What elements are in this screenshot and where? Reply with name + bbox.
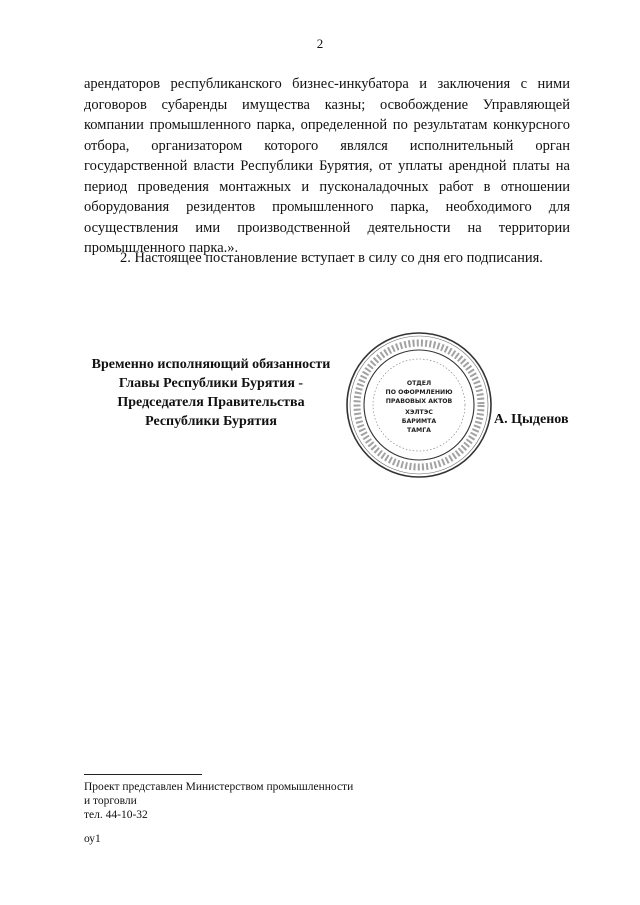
seal-text-line: ПО ОФОРМЛЕНИЮ (385, 389, 453, 396)
official-seal-icon (344, 330, 494, 480)
document-code: оу1 (84, 833, 101, 845)
seal-text-line: ТАМГА (407, 427, 431, 434)
footer-divider (84, 774, 202, 775)
footer-line-text: и торговли (84, 795, 137, 807)
seal-text-line: ПРАВОВЫХ АКТОВ (385, 398, 453, 405)
body-paragraph: арендаторов республиканского бизнес-инкубатора и заключения с ними договоров субаренды имущества казны; освобождение Управляющей компании промышленного парка, определенной по результатам конкурсного отбора, организатором которого являлся исполнительный орган государственной власти Республики Бурятия, от уплаты арендной платы на период проведения монтажных и пусконаладочных работ в отношении оборудования резидентов промышленного парка, необходимого для осуществления ими производственной деятельности на территории промышленного парка.». (84, 76, 570, 256)
footer-line-text: тел. 44-10-32 (84, 809, 148, 821)
signer-title-line: Главы Республики Бурятия - (118, 376, 304, 391)
signer-title-line: Председателя Правительства (117, 395, 305, 410)
signer-title (70, 355, 352, 431)
seal-text-line: ХЭЛТЭС (405, 409, 433, 416)
seal-text-line: ОТДЕЛ (406, 380, 432, 387)
signer-name: А. Цыденов (494, 412, 569, 427)
page-number: 2 (316, 36, 324, 51)
seal-text-line: БАРИМТА (401, 418, 437, 425)
clause-2: 2. Настоящее постановление вступает в силу со дня его подписания. (120, 250, 543, 266)
footer-note (84, 780, 353, 846)
signer-title-line: Временно исполняющий обязанности (91, 357, 331, 372)
signer-title-line: Республики Бурятия (145, 414, 277, 429)
footer-line-text: Проект представлен Министерством промышленности (84, 781, 354, 793)
